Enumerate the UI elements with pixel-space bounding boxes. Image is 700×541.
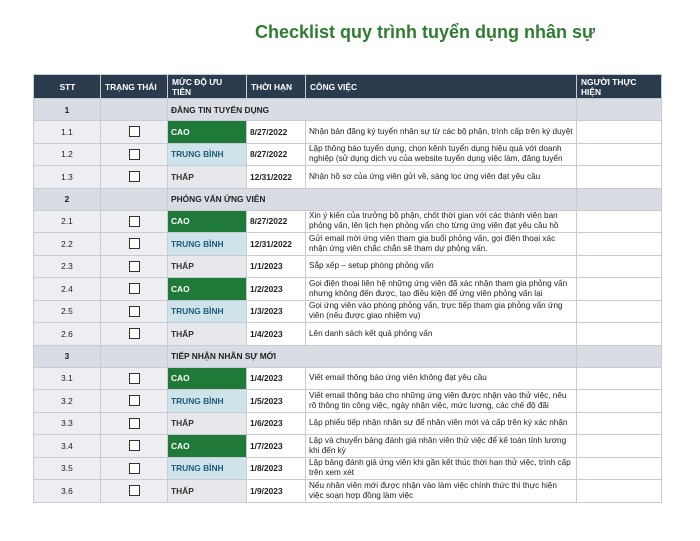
section-spacer <box>101 99 168 121</box>
deadline-cell: 1/7/2023 <box>247 435 306 458</box>
section-number: 3 <box>34 345 101 367</box>
deadline-cell: 12/31/2022 <box>247 166 306 189</box>
section-number: 1 <box>34 99 101 121</box>
status-checkbox[interactable] <box>129 440 140 451</box>
row-number: 1.2 <box>34 143 101 166</box>
status-checkbox[interactable] <box>129 328 140 339</box>
task-cell: Gọi ứng viên vào phòng phỏng vấn, trực tiếp tham gia phỏng vấn ứng viên (nếu được giao nhiệm vụ) <box>306 300 577 323</box>
priority-cell: TRUNG BÌNH <box>168 143 247 166</box>
status-cell <box>101 143 168 166</box>
row-number: 2.3 <box>34 255 101 278</box>
task-cell: Lập phiếu tiếp nhận nhân sự để nhân viên mới và cấp trên ký xác nhận <box>306 412 577 435</box>
priority-cell: THẤP <box>168 323 247 346</box>
task-cell: Nhận bản đăng ký tuyển nhân sự từ các bộ phận, trình cấp trên ký duyệt <box>306 121 577 144</box>
priority-cell: CAO <box>168 278 247 301</box>
deadline-cell: 1/6/2023 <box>247 412 306 435</box>
column-header-owner: NGƯỜI THỰC HIỆN <box>577 75 662 99</box>
row-number: 3.3 <box>34 412 101 435</box>
task-cell: Lập thông báo tuyển dụng, chọn kênh tuyển dụng hiệu quả với doanh nghiệp (sử dụng dịch vụ của website tuyển dụng việc làm, đăng tuyển <box>306 143 577 166</box>
section-title: PHỎNG VẤN ỨNG VIÊN <box>168 188 577 210</box>
status-cell <box>101 255 168 278</box>
status-checkbox[interactable] <box>129 463 140 474</box>
section-spacer <box>101 345 168 367</box>
column-header-deadline: THỜI HẠN <box>247 75 306 99</box>
section-row <box>34 99 662 121</box>
task-cell: Gửi email mời ứng viên tham gia buổi phỏng vấn, gọi điện thoại xác nhận ứng viên chắc chắn sẽ tham dự phỏng vấn. <box>306 233 577 256</box>
deadline-cell: 1/4/2023 <box>247 367 306 390</box>
status-cell <box>101 323 168 346</box>
task-cell: Nếu nhân viên mới được nhận vào làm việc chính thức thì thực hiện việc soạn hợp đồng làm việc <box>306 480 577 503</box>
status-checkbox[interactable] <box>129 418 140 429</box>
status-checkbox[interactable] <box>129 485 140 496</box>
table-row <box>34 300 662 323</box>
table-row <box>34 412 662 435</box>
task-cell: Viết email thông báo cho những ứng viên được nhận vào thử việc, nêu rõ thông tin công việc, ngày nhận việc, mức lương, các chế độ đãi <box>306 390 577 413</box>
page-title: Checklist quy trình tuyển dụng nhân sự <box>254 22 596 42</box>
table-row <box>34 210 662 233</box>
status-cell <box>101 278 168 301</box>
priority-cell: TRUNG BÌNH <box>168 457 247 480</box>
priority-cell: THẤP <box>168 480 247 503</box>
status-checkbox[interactable] <box>129 216 140 227</box>
priority-cell: TRUNG BÌNH <box>168 233 247 256</box>
priority-cell: CAO <box>168 210 247 233</box>
row-number: 3.4 <box>34 435 101 458</box>
owner-cell[interactable] <box>577 412 662 435</box>
section-number: 2 <box>34 188 101 210</box>
priority-cell: TRUNG BÌNH <box>168 390 247 413</box>
table-row <box>34 233 662 256</box>
section-row <box>34 188 662 210</box>
owner-cell[interactable] <box>577 300 662 323</box>
owner-cell[interactable] <box>577 121 662 144</box>
deadline-cell: 12/31/2022 <box>247 233 306 256</box>
section-row <box>34 345 662 367</box>
table-row <box>34 166 662 189</box>
owner-cell[interactable] <box>577 143 662 166</box>
owner-cell[interactable] <box>577 210 662 233</box>
owner-cell[interactable] <box>577 367 662 390</box>
table-row <box>34 480 662 503</box>
status-checkbox[interactable] <box>129 238 140 249</box>
row-number: 1.3 <box>34 166 101 189</box>
deadline-cell: 1/9/2023 <box>247 480 306 503</box>
owner-cell[interactable] <box>577 480 662 503</box>
owner-cell[interactable] <box>577 457 662 480</box>
column-header-priority: MỨC ĐỘ ƯU TIÊN <box>168 75 247 99</box>
row-number: 3.5 <box>34 457 101 480</box>
status-cell <box>101 300 168 323</box>
table-row <box>34 255 662 278</box>
task-cell: Nhận hồ sơ của ứng viên gửi về, sàng lọc ứng viên đạt yêu cầu <box>306 166 577 189</box>
section-spacer <box>101 188 168 210</box>
table-row <box>34 323 662 346</box>
owner-cell[interactable] <box>577 435 662 458</box>
row-number: 2.1 <box>34 210 101 233</box>
status-cell <box>101 367 168 390</box>
row-number: 3.6 <box>34 480 101 503</box>
deadline-cell: 1/1/2023 <box>247 255 306 278</box>
table-row <box>34 121 662 144</box>
status-cell <box>101 480 168 503</box>
task-cell: Lập và chuyển bảng đánh giá nhân viên thử việc để kế toán tính lương khi đến kỳ <box>306 435 577 458</box>
row-number: 2.6 <box>34 323 101 346</box>
priority-cell: TRUNG BÌNH <box>168 300 247 323</box>
priority-cell: CAO <box>168 367 247 390</box>
deadline-cell: 1/4/2023 <box>247 323 306 346</box>
status-checkbox[interactable] <box>129 261 140 272</box>
row-number: 3.2 <box>34 390 101 413</box>
section-owner-cell <box>577 345 662 367</box>
task-cell: Gọi điện thoại liên hệ những ứng viên đã xác nhận tham gia phỏng vấn nhưng không đến được, tạo điều kiện để ứng viên phỏng vấn lại <box>306 278 577 301</box>
status-cell <box>101 166 168 189</box>
task-cell: Lên danh sách kết quả phỏng vấn <box>306 323 577 346</box>
table-row <box>34 435 662 458</box>
priority-cell: CAO <box>168 121 247 144</box>
status-checkbox[interactable] <box>129 395 140 406</box>
status-checkbox[interactable] <box>129 126 140 137</box>
table-row <box>34 143 662 166</box>
task-cell: Lập bảng đánh giá ứng viên khi gần kết thúc thời hạn thử việc, trình cấp trên xem xét <box>306 457 577 480</box>
row-number: 2.4 <box>34 278 101 301</box>
deadline-cell: 1/2/2023 <box>247 278 306 301</box>
owner-cell[interactable] <box>577 233 662 256</box>
section-title: ĐĂNG TIN TUYỂN DỤNG <box>168 99 577 121</box>
status-cell <box>101 457 168 480</box>
status-checkbox[interactable] <box>129 171 140 182</box>
status-checkbox[interactable] <box>129 283 140 294</box>
column-header-stt: STT <box>34 75 101 99</box>
status-cell <box>101 390 168 413</box>
row-number: 1.1 <box>34 121 101 144</box>
table-row <box>34 457 662 480</box>
owner-cell[interactable] <box>577 166 662 189</box>
deadline-cell: 8/27/2022 <box>247 210 306 233</box>
section-owner-cell <box>577 99 662 121</box>
owner-cell[interactable] <box>577 278 662 301</box>
owner-cell[interactable] <box>577 323 662 346</box>
priority-cell: THẤP <box>168 412 247 435</box>
table-row <box>34 278 662 301</box>
task-cell: Xin ý kiến của trưởng bộ phận, chốt thời gian với các thành viên ban phỏng vấn, lên lịch hẹn phỏng vấn cho từng ứng viên đạt yêu cầu hồ <box>306 210 577 233</box>
status-cell <box>101 412 168 435</box>
status-cell <box>101 233 168 256</box>
status-checkbox[interactable] <box>129 306 140 317</box>
deadline-cell: 1/3/2023 <box>247 300 306 323</box>
status-cell <box>101 210 168 233</box>
deadline-cell: 1/5/2023 <box>247 390 306 413</box>
status-cell <box>101 435 168 458</box>
checklist-table <box>33 74 662 503</box>
row-number: 3.1 <box>34 367 101 390</box>
section-owner-cell <box>577 188 662 210</box>
owner-cell[interactable] <box>577 255 662 278</box>
priority-cell: CAO <box>168 435 247 458</box>
deadline-cell: 8/27/2022 <box>247 121 306 144</box>
column-header-task: CÔNG VIỆC <box>306 75 577 99</box>
owner-cell[interactable] <box>577 390 662 413</box>
task-cell: Viết email thông báo ứng viên không đạt yêu cầu <box>306 367 577 390</box>
row-number: 2.5 <box>34 300 101 323</box>
deadline-cell: 8/27/2022 <box>247 143 306 166</box>
priority-cell: THẤP <box>168 166 247 189</box>
section-title: TIẾP NHẬN NHÂN SỰ MỚI <box>168 345 577 367</box>
status-cell <box>101 121 168 144</box>
status-checkbox[interactable] <box>129 149 140 160</box>
deadline-cell: 1/8/2023 <box>247 457 306 480</box>
status-checkbox[interactable] <box>129 373 140 384</box>
table-row <box>34 367 662 390</box>
priority-cell: THẤP <box>168 255 247 278</box>
table-row <box>34 390 662 413</box>
column-header-status: TRẠNG THÁI <box>101 75 168 99</box>
header-row <box>34 75 662 99</box>
row-number: 2.2 <box>34 233 101 256</box>
task-cell: Sắp xếp – setup phòng phỏng vấn <box>306 255 577 278</box>
